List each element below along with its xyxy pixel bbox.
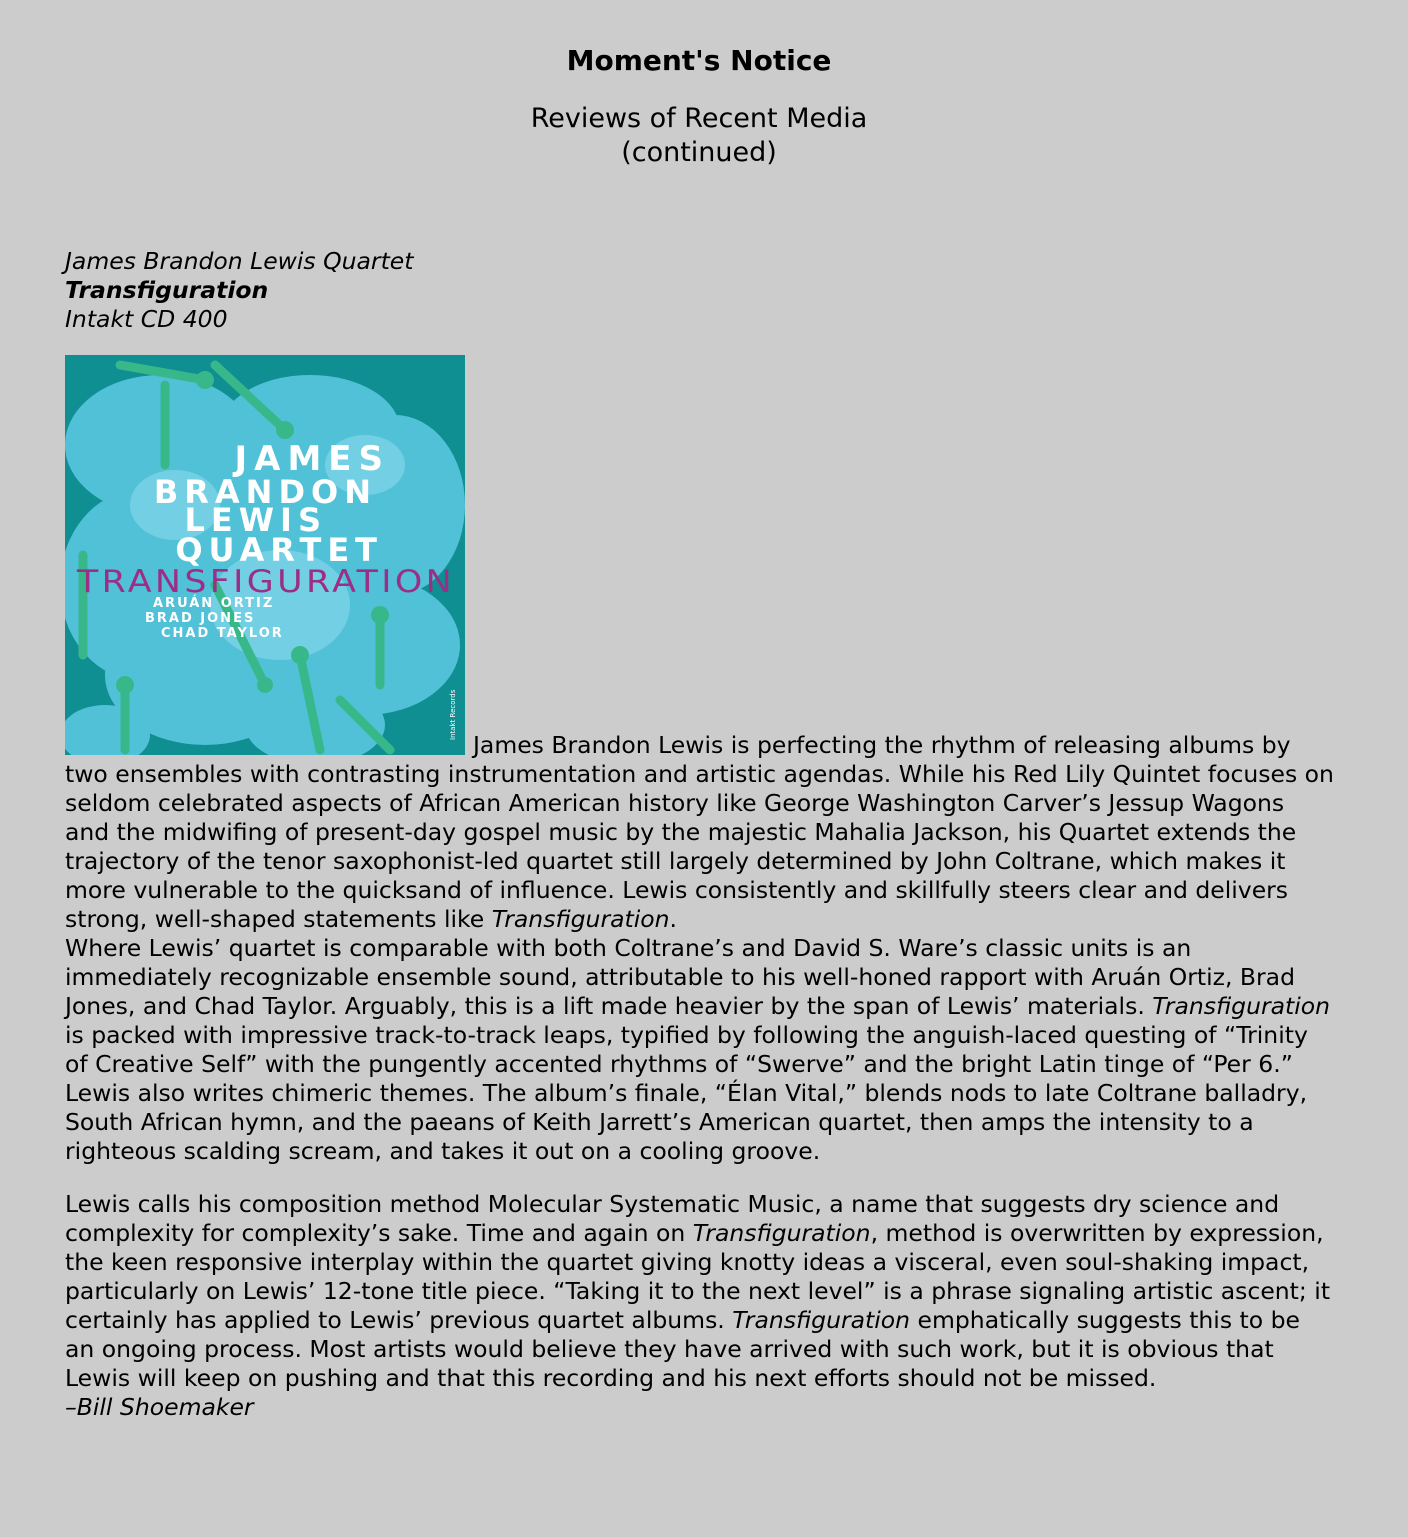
review-paragraph-3 [65, 1190, 1335, 1393]
cover-line-4: QUARTET [175, 531, 383, 569]
p3-text-1: Lewis calls his composition method Molecular Systematic Music, a name that suggests dry science and complexity for complexity’s sake. Time and again on [65, 1190, 1280, 1247]
p2-text-2: is packed with impressive track-to-track leaps, typified by following the anguish-laced questing of “Trinity of Creative Self” with the pungently accented rhythms of “Swerve” and the bright Latin tinge of “Per 6.” Lewis also writes chimeric themes. The album’s finale, “Élan Vital,” blends nods to late Coltrane balladry, South African hymn, and the paeans of Keith Jarrett’s American quartet, then amps the intensity to a righteous scalding scream, and takes it out on a cooling groove. [65, 1021, 1308, 1165]
page-title: Moment's Notice [566, 44, 832, 77]
cover-label-mark: Intakt Records [449, 689, 457, 740]
p3-album-ref-2: Transfiguration [732, 1306, 911, 1334]
review-meta [65, 247, 1335, 334]
subtitle-line-2: (continued) [621, 137, 777, 168]
artist-name: James Brandon Lewis Quartet [65, 247, 414, 275]
cover-line-2: BRANDON [153, 473, 377, 511]
subtitle-line-1: Reviews of Recent Media [530, 103, 868, 134]
review-article [65, 247, 1335, 1422]
page-subtitle [0, 102, 1398, 170]
cover-line-3: LEWIS [184, 501, 327, 539]
p2-album-ref: Transfiguration [1152, 992, 1331, 1020]
cover-line-5: TRANSFIGURATION [75, 564, 456, 600]
p3-text-3: emphatically suggests this to be an ongoing process. Most artists would believe they have arrived with such work, but it is obvious that Lewis will keep on pushing and that this recording and his next efforts should not be missed. [65, 1306, 1300, 1392]
p3-text-2: , method is overwritten by expression, the keen responsive interplay within the quartet giving knotty ideas a visceral, even soul-shaking impact, particularly on Lewis’ 12-tone title piece. “Taking it to the next level” is a phrase signaling artistic ascent; it certainly has applied to Lewis’ previous quartet albums. [65, 1219, 1331, 1334]
p1-text: James Brandon Lewis is perfecting the rhythm of releasing albums by two ensembles with contrasting instrumentation and artistic agendas. While his Red Lily Quintet focuses on seldom celebrated aspects of African American history like George Washington Carver’s Jessup Wagons and the midwifing of present-day gospel music by the majestic Mahalia Jackson, his Quartet extends the trajectory of the tenor saxophonist-led quartet still largely determined by John Coltrane, which makes it more vulnerable to the quicksand of influence. Lewis consistently and skillfully steers clear and delivers strong, well-shaped statements like [65, 731, 1334, 933]
album-title: Transfiguration [65, 276, 269, 304]
p1-album-ref: Transfiguration [491, 905, 670, 933]
album-cover [65, 355, 465, 755]
cover-credit-3: CHAD TAYLOR [161, 626, 284, 641]
p3-album-ref-1: Transfiguration [692, 1219, 871, 1247]
label-catalog: Intakt CD 400 [65, 305, 228, 333]
p2-text-1: Where Lewis’ quartet is comparable with both Coltrane’s and David S. Ware’s classic units is an immediately recognizable ensemble sound, attributable to his well-honed rapport with Aruán Ortiz, Brad Jones, and Chad Taylor. Arguably, this is a lift made heavier by the span of Lewis’ materials. [65, 934, 1295, 1020]
review-body [65, 355, 1335, 1422]
cover-line-1: JAMES [234, 439, 390, 479]
review-paragraph-2 [65, 934, 1335, 1166]
p1-end: . [669, 905, 678, 933]
cover-credit-1: ARUÁN ORTIZ [153, 596, 275, 611]
review-author: –Bill Shoemaker [65, 1393, 254, 1421]
cover-credit-2: BRAD JONES [145, 611, 256, 626]
